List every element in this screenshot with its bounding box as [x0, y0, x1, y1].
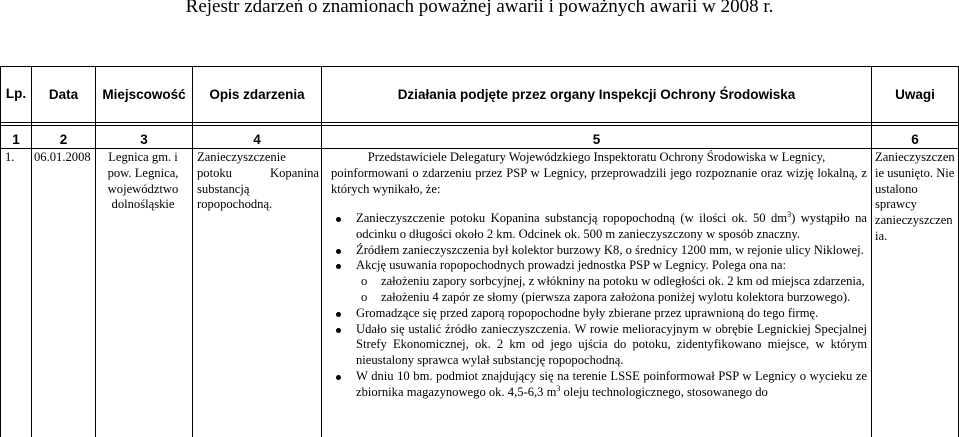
action-item: Źródłem zanieczyszczenia był kolektor burzowy K8, o średnicy 1200 mm, w rejonie ulicy Niklowej. — [331, 243, 867, 259]
action-subitem: o założeniu 4 zapór ze słomy (pierwsza zapora założona poniżej wylotu kolektora burzowego). — [331, 290, 867, 306]
numbers-row-border — [0, 148, 959, 149]
header-opis: Opis zdarzenia — [209, 86, 305, 102]
column-number: 6 — [911, 132, 919, 147]
header-data: Data — [48, 86, 79, 102]
row-description: Zanieczyszczenie potoku Kopanina substancją ropopochodną. — [197, 150, 319, 212]
header-uwagi: Uwagi — [895, 86, 935, 102]
document-title: Rejestr zdarzeń o znamionach poważnej awarii i poważnych awarii w 2008 r. — [185, 0, 774, 17]
row-location: Legnica gm. i pow. Legnica, województwo dolnośląskie — [107, 150, 179, 212]
header-bottom-border-double — [0, 125, 959, 126]
row-date: 06.01.2008 — [34, 150, 91, 164]
column-number: 2 — [59, 132, 68, 147]
action-item: Zanieczyszczenie potoku Kopanina substancją ropopochodną (w ilości ok. 50 $dm^3$) wystąpiło na odcinku o długości około 2 km. Odcinek ok. 500 m zanieczyszczony w sposób znaczny. — [331, 211, 867, 243]
column-number: 4 — [253, 132, 261, 147]
action-subitem: o założeniu zapory sorbcyjnej, z włókniny na potoku w odległości ok. 2 km od miejsca zdarzenia, — [331, 274, 867, 290]
header-miejscowosc: Miejscowość — [102, 86, 186, 102]
action-item: Udało się ustalić źródło zanieczyszczenia. W rowie melioracyjnym w obrębie Legnickiej Specjalnej Strefy Ekonomicznej, ok. 2 km od jego ujścia do potoku, zidentyfikowano miejsce, w którym nieustalony sprawca wylał substancję ropopochodną. — [331, 322, 867, 369]
header-bottom-border — [0, 122, 959, 123]
row-remarks: Zanieczyszczenie usunięto. Nie ustalono sprawcy zanieczyszczenia. — [875, 150, 955, 243]
column-number: 3 — [140, 132, 148, 147]
column-number: 1 — [12, 132, 20, 147]
actions-list — [331, 211, 867, 401]
row-lp: 1. — [5, 150, 15, 164]
header-lp: Lp. — [5, 86, 27, 101]
header-dzialania: Działania podjęte przez organy Inspekcji Ochrony Środowiska — [397, 86, 796, 102]
action-item: Akcję usuwania ropopochodnych prowadzi jednostka PSP w Legnicy. Polega ona na: — [331, 258, 867, 274]
action-item: W dniu 10 bm. podmiot znajdujący się na terenie LSSE poinformował PSP w Legnicy o wycieku ze zbiornika magazynowego ok. 4,5-6,3 $m^3$ oleju technologicznego, stosowanego do — [331, 369, 867, 401]
actions-intro-line1: Przedstawiciele Delegatury Wojewódzkiego Inspektoratu Ochrony Środowiska w Legnicy, — [367, 150, 826, 164]
actions-intro: poinformowani o zdarzeniu przez PSP w Legnicy, przeprowadzili jego rozpoznanie oraz wizję lokalną, z których wynikało, że: — [331, 166, 867, 196]
action-item: Gromadzące się przed zaporą ropopochodne były zbierane przez uprawnioną do tego firmę. — [331, 306, 867, 322]
column-number: 5 — [592, 132, 601, 147]
